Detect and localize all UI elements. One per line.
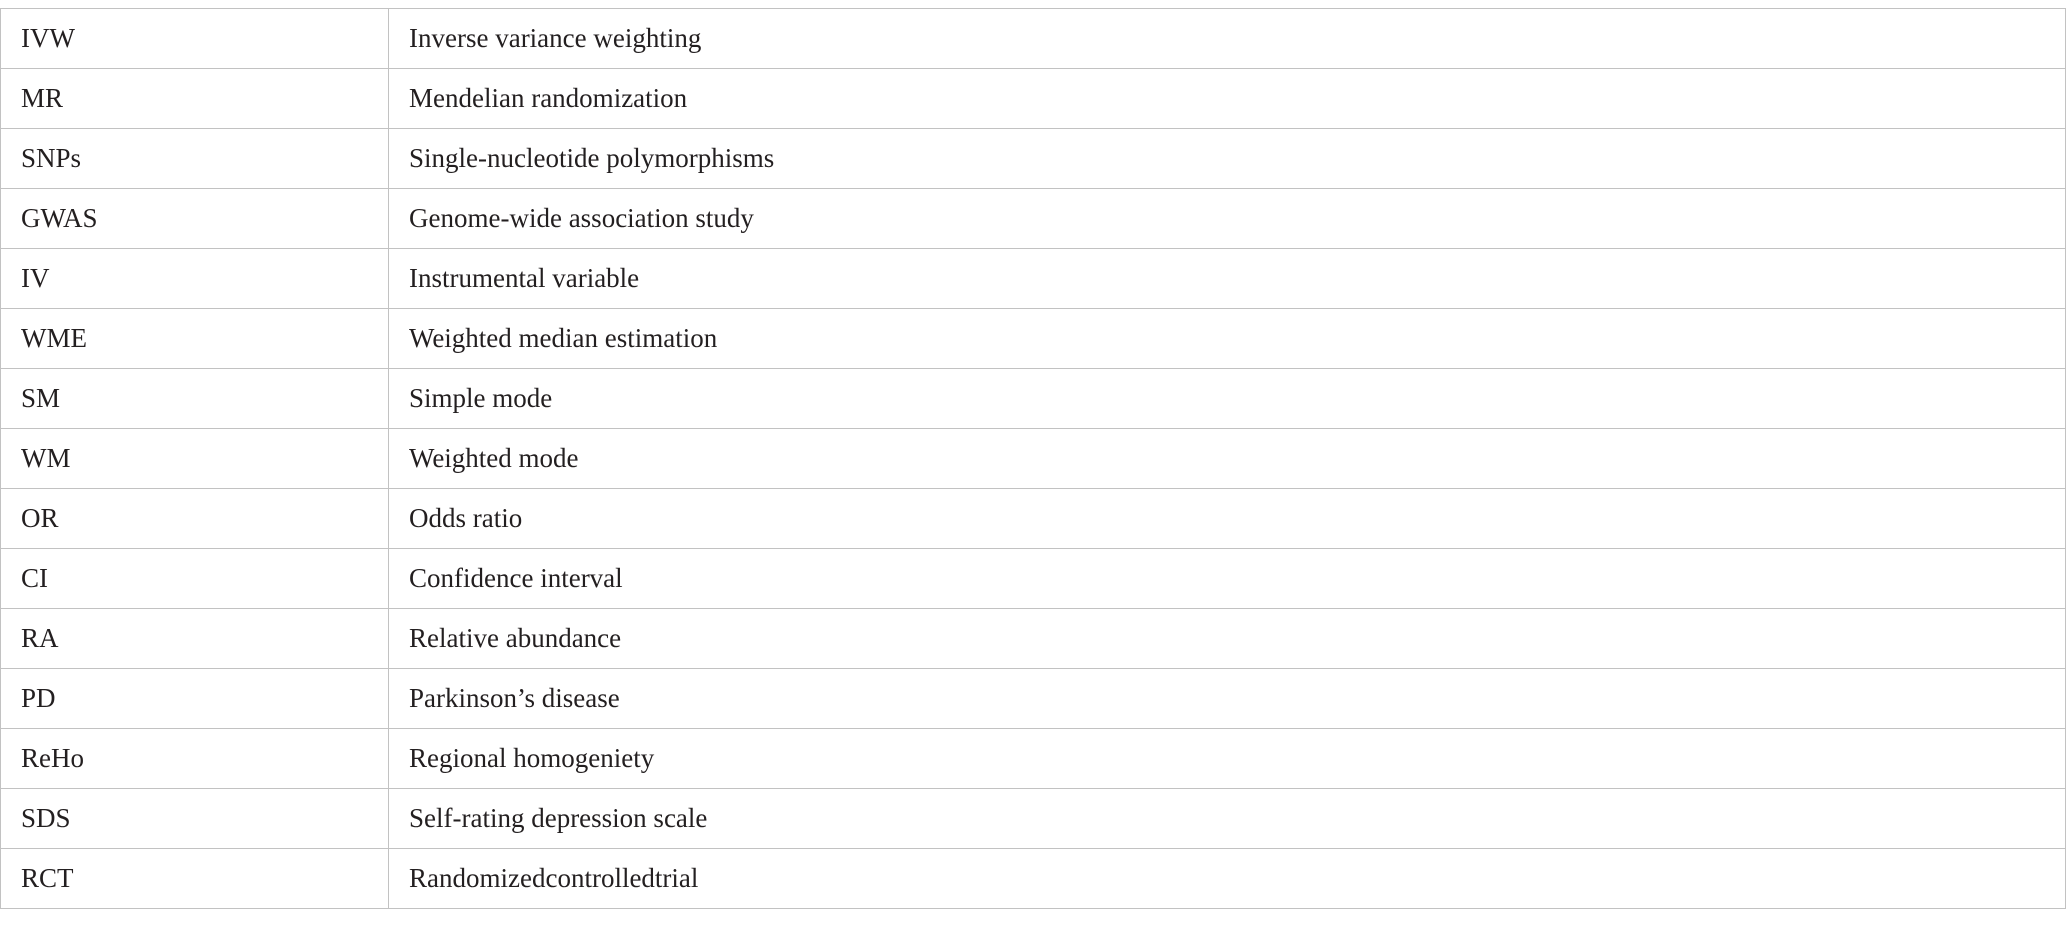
abbreviation-cell: WME (1, 309, 389, 369)
definition-cell: Self-rating depression scale (389, 789, 2066, 849)
definition-cell: Relative abundance (389, 609, 2066, 669)
table-row (1, 189, 2066, 249)
table-row (1, 549, 2066, 609)
definition-cell: Regional homogeniety (389, 729, 2066, 789)
abbreviations-table-body (1, 9, 2066, 909)
table-row (1, 729, 2066, 789)
definition-cell: Inverse variance weighting (389, 9, 2066, 69)
definition-cell: Parkinson’s disease (389, 669, 2066, 729)
abbreviation-cell: SDS (1, 789, 389, 849)
definition-cell: Simple mode (389, 369, 2066, 429)
abbreviation-cell: WM (1, 429, 389, 489)
table-row (1, 249, 2066, 309)
abbreviation-cell: OR (1, 489, 389, 549)
abbreviations-table (0, 8, 2066, 909)
definition-cell: Weighted mode (389, 429, 2066, 489)
abbreviation-cell: IV (1, 249, 389, 309)
definition-cell: Genome-wide association study (389, 189, 2066, 249)
table-row (1, 669, 2066, 729)
table-row (1, 429, 2066, 489)
table-row (1, 9, 2066, 69)
abbreviation-cell: RCT (1, 849, 389, 909)
table-row (1, 789, 2066, 849)
table-row (1, 129, 2066, 189)
table-row (1, 849, 2066, 909)
abbreviation-cell: PD (1, 669, 389, 729)
abbreviation-cell: CI (1, 549, 389, 609)
table-row (1, 69, 2066, 129)
table-row (1, 309, 2066, 369)
table-row (1, 369, 2066, 429)
definition-cell: Confidence interval (389, 549, 2066, 609)
definition-cell: Mendelian randomization (389, 69, 2066, 129)
definition-cell: Single-nucleotide polymorphisms (389, 129, 2066, 189)
definition-cell: Odds ratio (389, 489, 2066, 549)
abbreviation-cell: SM (1, 369, 389, 429)
abbreviation-cell: GWAS (1, 189, 389, 249)
abbreviation-cell: IVW (1, 9, 389, 69)
definition-cell: Randomizedcontrolledtrial (389, 849, 2066, 909)
abbreviation-cell: MR (1, 69, 389, 129)
table-row (1, 489, 2066, 549)
abbreviation-cell: SNPs (1, 129, 389, 189)
abbreviation-cell: ReHo (1, 729, 389, 789)
table-row (1, 609, 2066, 669)
abbreviation-cell: RA (1, 609, 389, 669)
definition-cell: Weighted median estimation (389, 309, 2066, 369)
definition-cell: Instrumental variable (389, 249, 2066, 309)
